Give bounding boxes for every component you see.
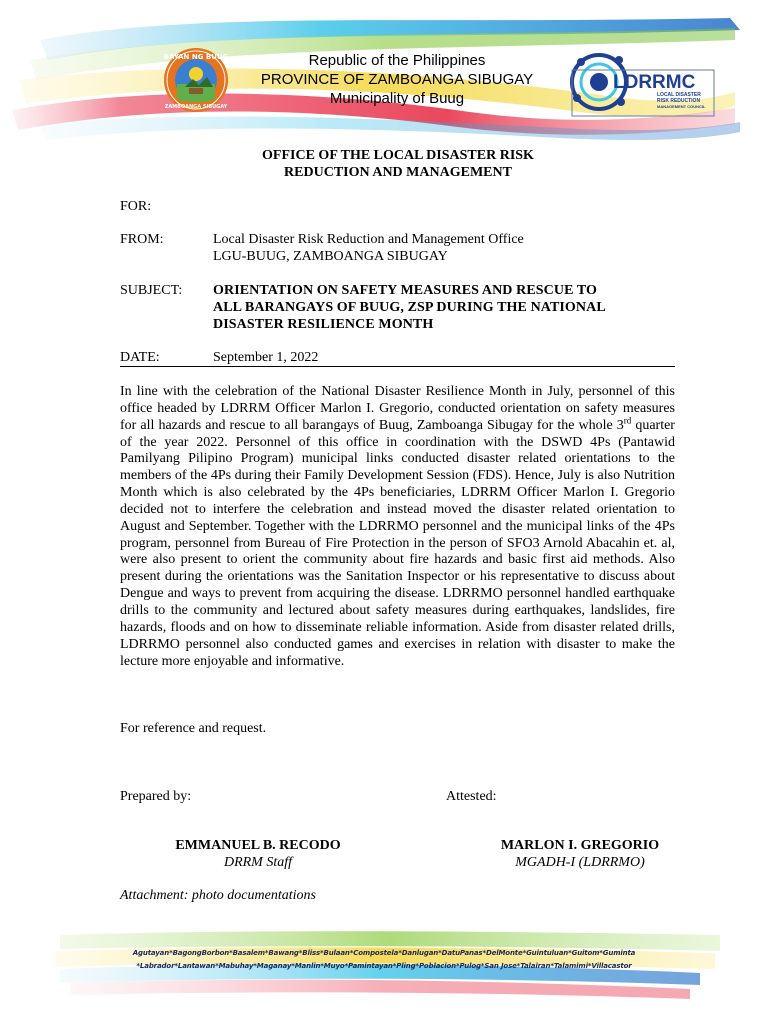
attested-name: MARLON I. GREGORIO bbox=[500, 838, 660, 853]
attachment-note: Attachment: photo documentations bbox=[120, 888, 316, 903]
attested-title: MGADH-I (LDRRMO) bbox=[515, 855, 645, 870]
footer-barangays-line1: Agutayan*BagongBorbon*Basalem*Bawang*Bliss*Bulaan*Compostela*Danlugan*DatuPanas*DelMonte*Guintuluan*Guitom*Guminta bbox=[132, 949, 636, 957]
prepared-name: EMMANUEL B. RECODO bbox=[175, 838, 341, 853]
closing-line: For reference and request. bbox=[120, 721, 267, 736]
municipality-line: Municipality of Buug bbox=[329, 90, 465, 107]
ldrrmc-sub1: LOCAL DISASTER bbox=[657, 92, 701, 98]
for-label: FOR: bbox=[120, 199, 152, 214]
footer-banner-ribbons bbox=[0, 925, 768, 1020]
subject-label: SUBJECT: bbox=[120, 283, 183, 298]
seal-text-top: BAYAN NG BUUG bbox=[163, 53, 229, 61]
from-line2: LGU-BUUG, ZAMBOANGA SIBUGAY bbox=[213, 249, 448, 264]
subject-value bbox=[213, 282, 680, 333]
body-text-part2: quarter of the year 2022. Personnel of this office in coordination with the DSWD 4Ps (Pantawid Pamilyang Pilipino Program) municipal links conducted disaster related orientations to the members of the 4Ps during their Family Development Session (FDS). Hence, July is also Nutrition Month which is also celebrated by the 4Ps beneficiaries, LDRRM Officer Marlon I. Gregorio decided not to interfere the celebration and instead moved the disaster related orientation to August and September. Together with the LDRRMO personnel and the municipal links of the 4Ps program, personnel from Bureau of Fire Protection in the person of SFO3 Arnold Abacahin et. al, were also present to orient the community about fire hazards and basic first aid methods. Also present during the orientations was the Sanitation Inspector or his representative to discuss about Dengue and ways to prevent from acquiring the disease. LDRRMO personnel handled earthquake drills to the community and lectured about safety measures during earthquakes, landslides, fire hazards, floods and on how to disseminate reliable information. Aside from disaster related drills, LDRRMO personnel also conducted games and exercises in relation with disaster to make the lecture more enjoyable and informative. bbox=[120, 417, 675, 669]
ldrrmc-sub3: MANAGEMENT COUNCIL bbox=[657, 104, 706, 109]
footer-barangays-line2: *Labrador*Lantawan*Mabuhay*Maganay*Manlin*Muyo*Pamintayan*Pling*Poblacion*Pulog*San Jose*Talairan*Talamimi*Villacastor bbox=[136, 962, 632, 970]
prepared-signature-block bbox=[148, 837, 368, 871]
ldrrmc-logo-text: LDRRMC bbox=[613, 72, 696, 93]
date-label: DATE: bbox=[120, 350, 160, 365]
municipal-seal-icon bbox=[163, 47, 229, 113]
office-title bbox=[120, 147, 676, 181]
body-superscript: rd bbox=[623, 415, 632, 426]
body-text-part1: In line with the celebration of the National Disaster Resilience Month in July, personnel of this office headed by LDRRM Officer Marlon I. Gregorio, conducted orientation on safety measures for all hazards and rescue to all barangays of Buug, Zamboanga Sibugay for the whole 3 bbox=[120, 384, 675, 433]
prepared-by-label: Prepared by: bbox=[120, 789, 192, 804]
ldrrmc-sub2: RISK REDUCTION bbox=[657, 98, 701, 104]
ldrrmc-logo-icon bbox=[567, 48, 719, 118]
from-value bbox=[213, 231, 680, 265]
subject-line1: ORIENTATION ON SAFETY MEASURES AND RESCUE TO bbox=[213, 283, 598, 298]
office-title-line1: OFFICE OF THE LOCAL DISASTER RISK bbox=[262, 148, 534, 163]
subject-line3: DISASTER RESILIENCE MONTH bbox=[213, 317, 434, 332]
body-paragraph bbox=[120, 384, 675, 670]
header-government-lines bbox=[225, 51, 569, 109]
attested-signature-block bbox=[470, 837, 690, 871]
attested-label: Attested: bbox=[446, 789, 497, 804]
prepared-title: DRRM Staff bbox=[223, 855, 293, 870]
header-divider-line bbox=[120, 366, 675, 367]
seal-text-bottom: ZAMBOANGA SIBUGAY bbox=[164, 104, 228, 110]
province-line: PROVINCE OF ZAMBOANGA SIBUGAY bbox=[260, 71, 534, 88]
from-line1: Local Disaster Risk Reduction and Management Office bbox=[213, 232, 524, 247]
republic-line: Republic of the Philippines bbox=[308, 52, 486, 69]
date-value: September 1, 2022 bbox=[213, 350, 319, 365]
from-label: FROM: bbox=[120, 232, 164, 247]
subject-line2: ALL BARANGAYS OF BUUG, ZSP DURING THE NATIONAL bbox=[213, 300, 606, 315]
office-title-line2: REDUCTION AND MANAGEMENT bbox=[284, 165, 512, 180]
